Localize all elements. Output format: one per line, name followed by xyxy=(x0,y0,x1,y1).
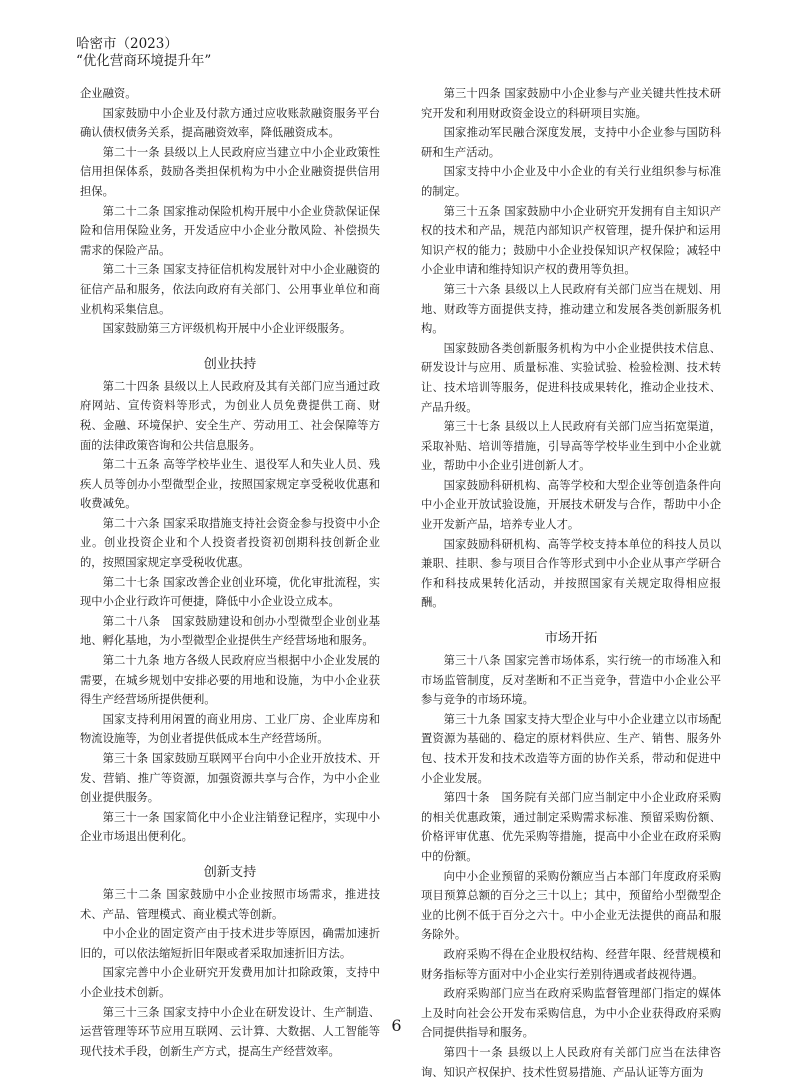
paragraph: 第二十八条 国家鼓励建设和创办小型微型企业创业基地、孵化基地，为小型微型企业提供生产经营场地和服务。 xyxy=(80,614,380,648)
page-number: 6 xyxy=(391,1016,402,1035)
paragraph: 第二十五条 高等学校毕业生、退役军人和失业人员、残疾人员等创办小型微型企业，按照国家规定享受税收优惠和收费减免。 xyxy=(80,458,380,511)
paragraph: 第二十四条 县级以上人民政府及其有关部门应当通过政府网站、宣传资料等形式，为创业人员免费提供工商、财税、金融、环境保护、安全生产、劳动用工、社会保障等方面的法律政策咨询和公共信息服务。 xyxy=(80,379,380,452)
paragraph: 国家推动军民融合深度发展，支持中小企业参与国防科研和生产活动。 xyxy=(421,126,721,159)
header-line-2: “优化营商环境提升年” xyxy=(76,53,212,69)
right-column xyxy=(421,84,721,1082)
paragraph: 国家鼓励中小企业及付款方通过应收账款融资服务平台确认债权债务关系，提高融资效率，降低融资成本。 xyxy=(80,106,380,140)
paragraph: 第三十六条 县级以上人民政府有关部门应当在规划、用地、财政等方面提供支持，推动建立和发展各类创新服务机构。 xyxy=(421,282,721,336)
section-heading: 市场开拓 xyxy=(544,631,598,647)
paragraph: 国家完善中小企业研究开发费用加计扣除政策，支持中小企业技术创新。 xyxy=(80,966,380,999)
paragraph: 第二十二条 国家推动保险机构开展中小企业贷款保证保险和信用保险业务，开发适应中小企业分散风险、补偿损失需求的保险产品。 xyxy=(80,204,380,257)
paragraph: 第四十条 国务院有关部门应当制定中小企业政府采购的相关优惠政策，通过制定采购需求标准、预留采购份额、价格评审优惠、优先采购等措施，提高中小企业在政府采购中的份额。 xyxy=(421,791,721,863)
paragraph: 第三十三条 国家支持中小企业在研发设计、生产制造、运营管理等环节应用互联网、云计算、大数据、人工智能等现代技术手段，创新生产方式，提高生产经营效率。 xyxy=(80,1005,380,1058)
paragraph: 第四十一条 县级以上人民政府有关部门应当在法律咨询、知识产权保护、技术性贸易措施、产品认证等方面为 xyxy=(421,1045,721,1079)
paragraph: 第二十七条 国家改善企业创业环境，优化审批流程，实现中小企业行政许可便捷，降低中小企业设立成本。 xyxy=(80,575,380,609)
paragraph: 第二十九条 地方各级人民政府应当根据中小企业发展的需要，在城乡规划中安排必要的用地和设施，为中小企业获得生产经营场所提供便利。 xyxy=(80,654,380,707)
paragraph: 政府采购不得在企业股权结构、经营年限、经营规模和财务指标等方面对中小企业实行差别待遇或者歧视待遇。 xyxy=(421,947,721,981)
paragraph: 国家鼓励科研机构、高等学校支持本单位的科技人员以兼职、挂职、参与项目合作等形式到中小企业从事产学研合作和科技成果转化活动，并按照国家有关规定取得相应报酬。 xyxy=(421,537,721,610)
left-column xyxy=(80,84,380,1061)
paragraph: 第三十条 国家鼓励互联网平台向中小企业开放技术、开发、营销、推广等资源，加强资源共享与合作，为中小企业创业提供服务。 xyxy=(80,752,380,805)
paragraph: 第三十二条 国家鼓励中小企业按照市场需求，推进技术、产品、管理模式、商业模式等创新。 xyxy=(80,887,380,921)
paragraph: 国家支持利用闲置的商业用房、工业厂房、企业库房和物流设施等，为创业者提供低成本生产经营场所。 xyxy=(80,712,380,746)
paragraph: 第三十五条 国家鼓励中小企业研究开发拥有自主知识产权的技术和产品，规范内部知识产权管理，提升保护和运用知识产权的能力；鼓励中小企业投保知识产权保险；减轻中小企业申请和维持知识产权的费用等负担。 xyxy=(421,204,721,277)
paragraph: 向中小企业预留的采购份额应当占本部门年度政府采购项目预算总额的百分之三十以上；其中，预留给小型微型企业的比例不低于百分之六十。中小企业无法提供的商品和服务除外。 xyxy=(421,869,721,942)
paragraph: 第三十七条 县级以上人民政府有关部门应当拓宽渠道，采取补贴、培训等措施，引导高等学校毕业生到中小企业就业，帮助中小企业引进创新人才。 xyxy=(421,420,721,473)
paragraph: 第二十六条 国家采取措施支持社会资金参与投资中小企业。创业投资企业和个人投资者投资初创期科技创新企业的，按照国家规定享受税收优惠。 xyxy=(80,516,380,570)
section-heading: 创业扶持 xyxy=(203,356,257,372)
paragraph: 第二十一条 县级以上人民政府应当建立中小企业政策性信用担保体系，鼓励各类担保机构为中小企业融资提供信用担保。 xyxy=(80,145,380,198)
paragraph: 国家支持中小企业及中小企业的有关行业组织参与标准的制定。 xyxy=(421,165,721,198)
header-line-1: 哈密市（2023） xyxy=(76,36,178,52)
paragraph: 第三十四条 国家鼓励中小企业参与产业关键共性技术研究开发和利用财政资金设立的科研项目实施。 xyxy=(421,87,721,120)
paragraph: 第三十八条 国家完善市场体系，实行统一的市场准入和市场监管制度，反对垄断和不正当竞争，营造中小企业公平参与竞争的市场环境。 xyxy=(421,654,721,707)
paragraph: 第三十九条 国家支持大型企业与中小企业建立以市场配置资源为基础的、稳定的原材料供应、生产、销售、服务外包、技术开发和技术改造等方面的协作关系，带动和促进中小企业发展。 xyxy=(421,712,721,785)
paragraph: 企业融资。 xyxy=(80,87,137,100)
paragraph: 政府采购部门应当在政府采购监督管理部门指定的媒体上及时向社会公开发布采购信息，为中小企业获得政府采购合同提供指导和服务。 xyxy=(421,987,721,1040)
paragraph: 第三十一条 国家简化中小企业注销登记程序，实现中小企业市场退出便利化。 xyxy=(80,810,380,844)
paragraph: 国家鼓励第三方评级机构开展中小企业评级服务。 xyxy=(102,322,352,336)
paragraph: 国家鼓励各类创新服务机构为中小企业提供技术信息、研发设计与应用、质量标准、实验试验、检验检测、技术转让、技术培训等服务，促进科技成果转化，推动企业技术、产品升级。 xyxy=(421,341,721,414)
document-header xyxy=(76,36,211,70)
paragraph: 第二十三条 国家支持征信机构发展针对中小企业融资的征信产品和服务，依法向政府有关部门、公用事业单位和商业机构采集信息。 xyxy=(80,263,380,316)
section-heading: 创新支持 xyxy=(203,864,257,880)
paragraph: 中小企业的固定资产由于技术进步等原因，确需加速折旧的，可以依法缩短折旧年限或者采取加速折旧方法。 xyxy=(80,927,380,960)
paragraph: 国家鼓励科研机构、高等学校和大型企业等创造条件向中小企业开放试验设施，开展技术研发与合作，帮助中小企业开发新产品，培养专业人才。 xyxy=(421,478,721,532)
